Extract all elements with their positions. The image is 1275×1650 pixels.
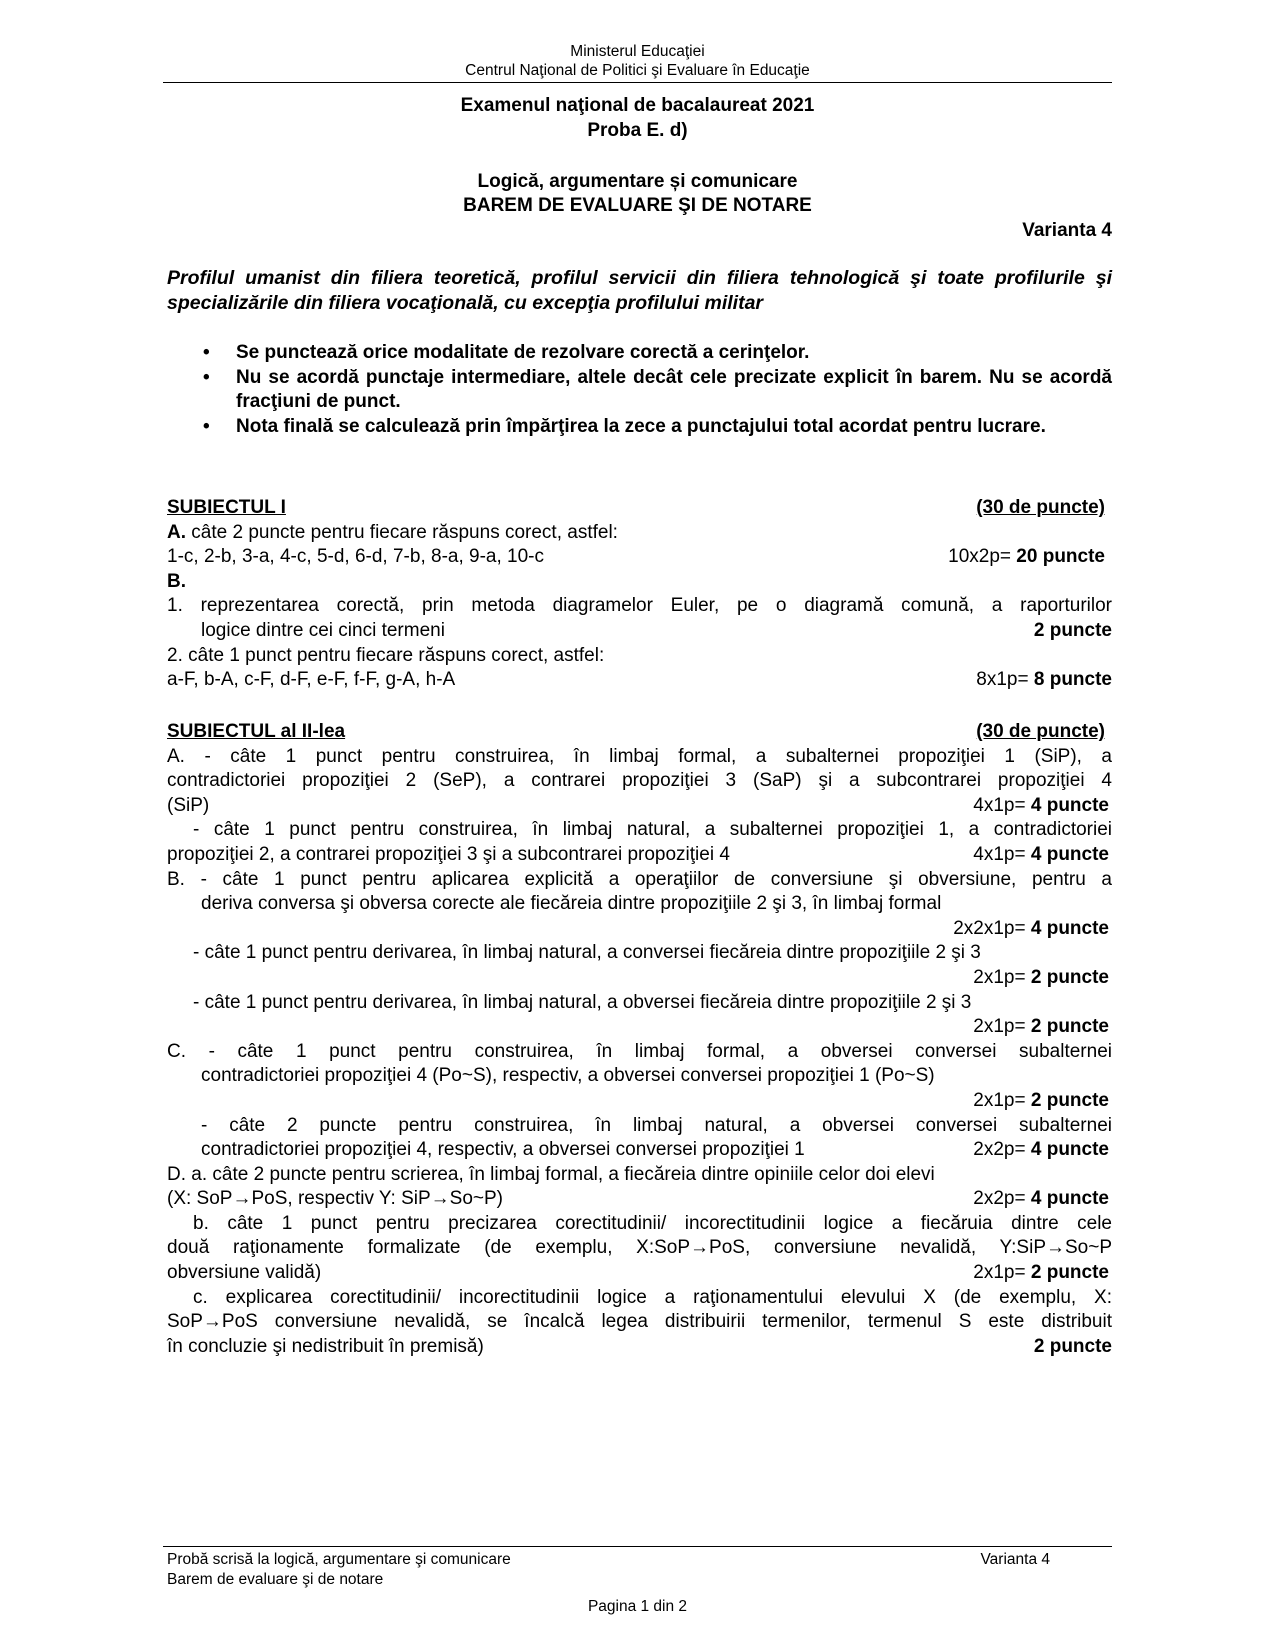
header-ministry: Ministerul Educaţiei bbox=[570, 43, 705, 60]
instruction-item: • Nota finală se calculează prin împărţirea la zece a punctajului total acordat pentru lucrare. bbox=[203, 416, 1046, 437]
instructions-list bbox=[167, 341, 1112, 440]
header-rule bbox=[163, 82, 1112, 83]
s2-b1-score: 2x2x1p= 4 puncte bbox=[953, 917, 1109, 939]
instruction-item: • Nu se acordă punctaje intermediare, altele decât cele precizate explicit în barem. Nu se acordă fracţiuni de punct. bbox=[203, 367, 1112, 412]
s2-c1-line2: contradictoriei propoziţiei 4 (Po~S), respectiv, a obversei conversei propoziţiei 1 (Po~S) bbox=[201, 1065, 935, 1087]
s2-d3-line1: c. explicarea corectitudinii/ incorectitudinii logice a raţionamentului elevului X (de exemplu, X: bbox=[193, 1286, 1112, 1308]
exam-proba: Proba E. d) bbox=[587, 120, 688, 141]
s2-d2-line3: obversiune validă) 2x1p= 2 puncte bbox=[167, 1262, 1109, 1284]
footer-line2: Barem de evaluare şi de notare bbox=[167, 1571, 384, 1588]
section-2 bbox=[167, 720, 1112, 1359]
section-2-points: (30 de puncte) bbox=[976, 721, 1105, 742]
s2-a1-line2: contradictoriei propoziţiei 2 (SeP), a contrarei propoziţiei 3 (SaP) şi a subcontrarei propoziţiei 4 bbox=[167, 770, 1112, 792]
bullet-icon: • bbox=[203, 342, 210, 363]
s2-c1-line1: C. - câte 1 punct pentru construirea, în limbaj formal, a obversei conversei subalternei bbox=[167, 1040, 1112, 1062]
footer-variant: Varianta 4 bbox=[980, 1551, 1050, 1568]
s2-d3-line3: în concluzie şi nedistribuit în premisă) 2 puncte bbox=[167, 1335, 1112, 1357]
s2-a2-line1: - câte 1 punct pentru construirea, în limbaj natural, a subalternei propoziţiei 1, a contradictoriei bbox=[193, 819, 1112, 841]
page-number: Pagina 1 din 2 bbox=[587, 1598, 688, 1615]
barem-title: BAREM DE EVALUARE ŞI DE NOTARE bbox=[463, 195, 812, 216]
s2-d2-line2: două raţionamente formalizate (de exemplu, X:SoP→PoS, conversiune nevalidă, Y:SiP→So~P bbox=[167, 1237, 1112, 1259]
s1-b-label: B. bbox=[167, 570, 186, 592]
s2-b3-score: 2x1p= 2 puncte bbox=[973, 1016, 1109, 1038]
footer bbox=[167, 1550, 1112, 1590]
s2-c1-score: 2x1p= 2 puncte bbox=[973, 1089, 1109, 1111]
s1-a-answers: 1-c, 2-b, 3-a, 4-c, 5-d, 6-d, 7-b, 8-a, 9-a, 10-c 10x2p= 20 puncte bbox=[167, 546, 1105, 568]
section-1 bbox=[167, 496, 1112, 693]
footer-rule bbox=[163, 1546, 1112, 1547]
s2-d2-line1: b. câte 1 punct pentru precizarea corectitudinii/ incorectitudinii logice a fiecăruia dintre cele bbox=[193, 1212, 1112, 1234]
s1-b1-line1: 1. reprezentarea corectă, prin metoda diagramelor Euler, pe o diagramă comună, a raporturilor bbox=[167, 595, 1112, 617]
s2-a2-line2: propoziţiei 2, a contrarei propoziţiei 3 şi a subcontrarei propoziţiei 4 4x1p= 4 puncte bbox=[167, 843, 1109, 865]
instruction-item: • Se punctează orice modalitate de rezolvare corectă a cerinţelor. bbox=[203, 342, 810, 363]
section-1-heading bbox=[167, 496, 1105, 521]
s2-b1-line2: deriva conversa şi obversa corecte ale fiecăreia dintre propoziţiile 2 şi 3, în limbaj formal bbox=[201, 893, 942, 915]
s2-c2-line2: contradictoriei propoziţiei 4, respectiv, a obversei conversei propoziţiei 1 2x2p= 4 puncte bbox=[201, 1139, 1109, 1161]
s1-b2-intro: 2. câte 1 punct pentru fiecare răspuns corect, astfel: bbox=[167, 644, 605, 666]
subject-title: Logică, argumentare și comunicare bbox=[477, 171, 798, 192]
profile-text: Profilul umanist din filiera teoretică, profilul servicii din filiera tehnologică şi toate profilurile şi specializările din filiera vocaţională, cu excepţia profilului militar bbox=[167, 267, 1112, 314]
s2-b1-line1: B. - câte 1 punct pentru aplicarea explicită a operaţiilor de conversiune şi obversiune, pentru a bbox=[167, 868, 1112, 890]
s2-d1-line2: (X: SoP→PoS, respectiv Y: SiP→So~P) 2x2p= 4 puncte bbox=[167, 1188, 1109, 1210]
section-1-title: SUBIECTUL I bbox=[167, 497, 286, 518]
footer-line1: Probă scrisă la logică, argumentare şi comunicare bbox=[167, 1551, 511, 1568]
s2-c2-line1: - câte 2 puncte pentru construirea, în limbaj natural, a obversei conversei subalternei bbox=[201, 1114, 1112, 1136]
exam-title: Examenul naţional de bacalaureat 2021 bbox=[460, 95, 815, 116]
variant-label: Varianta 4 bbox=[1022, 220, 1112, 241]
s1-b1-line2: logice dintre cei cinci termeni 2 puncte bbox=[201, 619, 1112, 641]
s2-b3-line1: - câte 1 punct pentru derivarea, în limbaj natural, a obversei fiecăreia dintre propoziţiile 2 şi 3 bbox=[193, 991, 972, 1013]
s2-b2-score: 2x1p= 2 puncte bbox=[973, 966, 1109, 988]
header-center: Centrul Naţional de Politici şi Evaluare în Educaţie bbox=[465, 62, 810, 79]
s2-b2-line1: - câte 1 punct pentru derivarea, în limbaj natural, a conversei fiecăreia dintre propoziţiile 2 şi 3 bbox=[193, 942, 981, 964]
s1-b2-answers: a-F, b-A, c-F, d-F, e-F, f-F, g-A, h-A 8x1p= 8 puncte bbox=[167, 669, 1112, 691]
section-2-title: SUBIECTUL al II-lea bbox=[167, 721, 346, 742]
bullet-icon: • bbox=[203, 367, 210, 388]
s2-d1-line1: D. a. câte 2 puncte pentru scrierea, în limbaj formal, a fiecăreia dintre opiniile celor doi elevi bbox=[167, 1163, 935, 1185]
bullet-icon: • bbox=[203, 416, 210, 437]
s2-a1-line3: (SiP) 4x1p= 4 puncte bbox=[167, 794, 1109, 816]
section-1-points: (30 de puncte) bbox=[976, 497, 1105, 518]
s2-a1-line1: A. - câte 1 punct pentru construirea, în limbaj formal, a subalternei propoziţiei 1 (SiP), a bbox=[167, 745, 1112, 767]
section-2-heading bbox=[167, 720, 1112, 745]
s2-d3-line2: SoP→PoS conversiune nevalidă, se încalcă legea distribuirii termenilor, termenul S este distribuit bbox=[167, 1311, 1112, 1333]
s1-a-intro: A. câte 2 puncte pentru fiecare răspuns corect, astfel: bbox=[167, 521, 618, 543]
